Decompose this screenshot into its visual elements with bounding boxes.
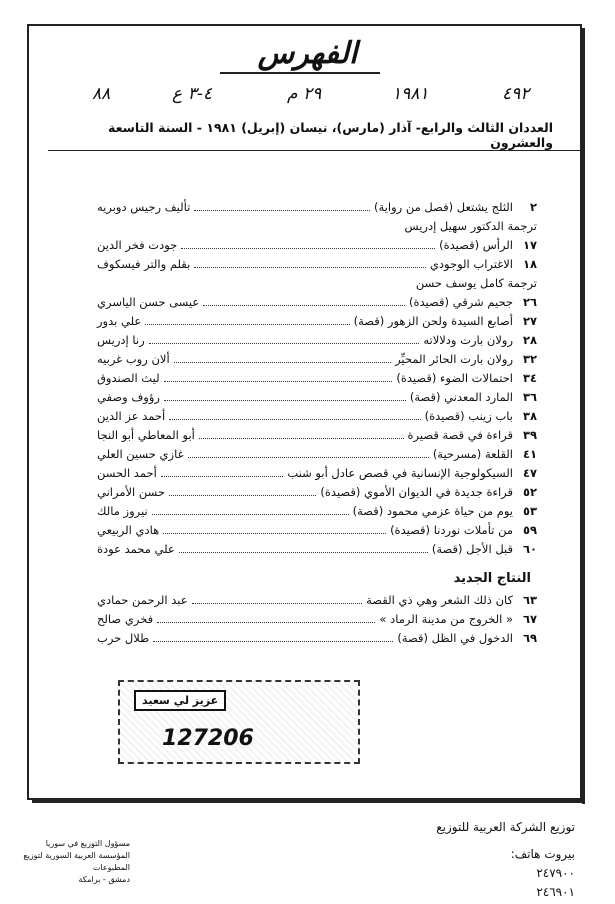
entry-author: فخري صالح — [97, 612, 154, 626]
entry-author: جودت فخر الدين — [97, 238, 178, 252]
syria-distribution-line: المؤسسة العربية السورية لتوزيع المطبوعات — [23, 851, 130, 872]
entry-author: أحمد عز الدين — [97, 409, 166, 423]
handwritten-note: ٢٩ م — [287, 84, 322, 104]
toc-entry — [97, 485, 537, 504]
entry-author: أبو المعاطي أبو النجا — [97, 428, 195, 442]
title-underline — [220, 72, 380, 74]
entry-title: رولان بارت ودلالاته — [423, 333, 513, 347]
page-number: ٦٧ — [522, 612, 537, 626]
toc-entry — [97, 238, 537, 257]
entry-author: تأليف رجيس دوبريه — [97, 200, 191, 214]
page-number: ٢ — [529, 200, 537, 214]
handwritten-note: ٨٨ — [92, 84, 111, 104]
dot-leader — [163, 524, 386, 534]
toc-entry — [97, 447, 537, 466]
handwritten-note: ١٩٨١ — [392, 84, 429, 104]
page-number: ٦٩ — [522, 631, 537, 645]
handwritten-notes — [92, 84, 567, 110]
page-number: ١٨ — [522, 257, 537, 271]
toc-entry — [97, 523, 537, 542]
toc-entry — [97, 504, 537, 523]
entry-title: أصابع السيدة ولحن الزهور (قصة) — [353, 314, 513, 328]
phone-label: بيروت هاتف: — [510, 847, 575, 861]
toc-entry — [97, 314, 537, 333]
entry-title: الرأس (قصيدة) — [439, 238, 513, 252]
entry-title: كان ذلك الشعر وهي ذي القصة — [366, 593, 513, 607]
entry-author: علي محمد عودة — [97, 542, 175, 556]
toc-entry — [97, 631, 537, 650]
page-number: ٦٠ — [522, 542, 537, 556]
entry-author: ألان روب غربيه — [97, 352, 170, 366]
dot-leader — [188, 448, 429, 458]
dot-leader — [179, 543, 428, 553]
dot-leader — [149, 334, 420, 344]
entry-author: عبد الرحمن حمادي — [97, 593, 188, 607]
entry-title: من تأملات نوردنا (قصيدة) — [390, 523, 513, 537]
toc-entry — [97, 466, 537, 485]
section-heading: النتاج الجديد — [453, 571, 531, 586]
dot-leader — [194, 201, 370, 211]
dot-leader — [203, 296, 405, 306]
page-title: الفهرس — [257, 36, 358, 71]
page-number: ٣٢ — [522, 352, 537, 366]
distribution-title: توزيع الشركة العربية للتوزيع — [436, 820, 575, 834]
entry-author: ليث الصندوق — [97, 371, 160, 385]
entry-title: احتمالات الضوء (قصيدة) — [396, 371, 513, 385]
dot-leader — [145, 315, 349, 325]
entry-author: نيروز مالك — [97, 504, 148, 518]
toc-entry — [97, 390, 537, 409]
entry-author: علي بدور — [97, 314, 142, 328]
toc-entry — [97, 257, 537, 276]
page-number: ١٧ — [522, 238, 537, 252]
entry-title: السيكولوجية الإنسانية في قصص عادل أبو شنب — [287, 466, 513, 480]
entry-title: يوم من حياة عزمي محمود (قصة) — [352, 504, 513, 518]
dot-leader — [169, 410, 420, 420]
entry-author: عيسى حسن الياسري — [97, 295, 200, 309]
entry-title: قراءة جديدة في الديوان الأموي (قصيدة) — [320, 485, 513, 499]
header-divider — [48, 150, 583, 151]
library-stamp — [118, 680, 360, 764]
dot-leader — [152, 505, 349, 515]
page-number: ٣٤ — [522, 371, 537, 385]
page-number: ٢٦ — [522, 295, 537, 309]
border-shadow-bottom — [32, 800, 585, 803]
entry-title: قبل الأجل (قصة) — [431, 542, 513, 556]
page-number: ٢٧ — [522, 314, 537, 328]
entry-title: الثلج يشتعل (فصل من رواية) — [374, 200, 513, 214]
entry-author: رنا إدريس — [97, 333, 145, 347]
entry-author: أحمد الحسن — [97, 466, 157, 480]
translator-line: ترجمة كامل يوسف حسن — [415, 276, 537, 290]
entry-title: القلعة (مسرحية) — [432, 447, 513, 461]
page-number: ٤١ — [522, 447, 537, 461]
page-number: ٥٢ — [522, 485, 537, 499]
entry-title: رولان بارت الحائر المحيِّر — [395, 352, 513, 366]
entry-author: طلال حرب — [97, 631, 150, 645]
entry-author: حسن الأمراني — [97, 485, 166, 499]
dot-leader — [164, 391, 406, 401]
handwritten-note: ٤٩٢ — [502, 84, 530, 104]
table-of-contents — [97, 200, 537, 650]
page-number: ٥٩ — [522, 523, 537, 537]
syria-distribution — [20, 838, 130, 886]
phone-number: ٢٤٦٩٠١ — [536, 885, 575, 899]
toc-entry — [97, 593, 537, 612]
entry-title: الدخول في الظل (قصة) — [397, 631, 513, 645]
handwritten-note: ٤-٣ ع — [172, 84, 212, 104]
issue-info: العددان الثالث والرابع- آذار (مارس)، نيسان (إبريل) ١٩٨١ - السنة التاسعة والعشرون — [107, 120, 553, 150]
toc-entry — [97, 333, 537, 352]
page-number: ٢٨ — [522, 333, 537, 347]
entry-title: المارد المعدني (قصة) — [409, 390, 513, 404]
distribution-info — [436, 820, 575, 904]
dot-leader — [164, 372, 393, 382]
dot-leader — [157, 613, 375, 623]
entry-title: قراءة في قصة قصيرة — [407, 428, 513, 442]
toc-entry — [97, 612, 537, 631]
toc-entry — [97, 428, 537, 447]
page-number: ٦٣ — [522, 593, 537, 607]
page-number: ٥٣ — [522, 504, 537, 518]
dot-leader — [181, 239, 435, 249]
dot-leader — [174, 353, 391, 363]
stamp-number: 127206 — [162, 726, 254, 751]
entry-title: الاغتراب الوجودي — [429, 257, 513, 271]
toc-entry — [97, 295, 537, 314]
entry-author: غازي حسين العلي — [97, 447, 184, 461]
translator-line: ترجمة الدكتور سهيل إدريس — [404, 219, 537, 233]
dot-leader — [161, 467, 284, 477]
dot-leader — [192, 594, 363, 604]
toc-entry — [97, 542, 537, 561]
dot-leader — [199, 429, 404, 439]
border-shadow-right — [582, 28, 585, 804]
page-number: ٤٧ — [522, 466, 537, 480]
dot-leader — [169, 486, 316, 496]
toc-entry — [97, 409, 537, 428]
entry-author: رؤوف وصفي — [97, 390, 160, 404]
entry-title: باب زينب (قصيدة) — [424, 409, 513, 423]
toc-entry — [97, 371, 537, 390]
toc-new-production-list — [97, 593, 537, 650]
toc-main-list — [97, 200, 537, 561]
toc-entry — [97, 352, 537, 371]
syria-distribution-line: مسؤول التوزيع في سوريا — [45, 839, 130, 848]
title-block — [0, 36, 615, 71]
dot-leader — [153, 632, 393, 642]
syria-distribution-line: دمشق - برامكة — [78, 875, 130, 884]
entry-author: هادي الربيعي — [97, 523, 160, 537]
toc-entry — [97, 200, 537, 219]
entry-author: بقلم والتر فيسكوف — [97, 257, 191, 271]
page-number: ٣٨ — [522, 409, 537, 423]
entry-title: « الخروج من مدينة الرماد » — [379, 612, 513, 626]
entry-title: جحيم شرقي (قصيدة) — [408, 295, 513, 309]
dot-leader — [194, 258, 426, 268]
phone-number: ٢٤٧٩٠٠ — [536, 866, 575, 880]
page-number: ٣٩ — [522, 428, 537, 442]
stamp-label: عزيز لي سعيد — [134, 690, 226, 711]
page-number: ٣٦ — [522, 390, 537, 404]
